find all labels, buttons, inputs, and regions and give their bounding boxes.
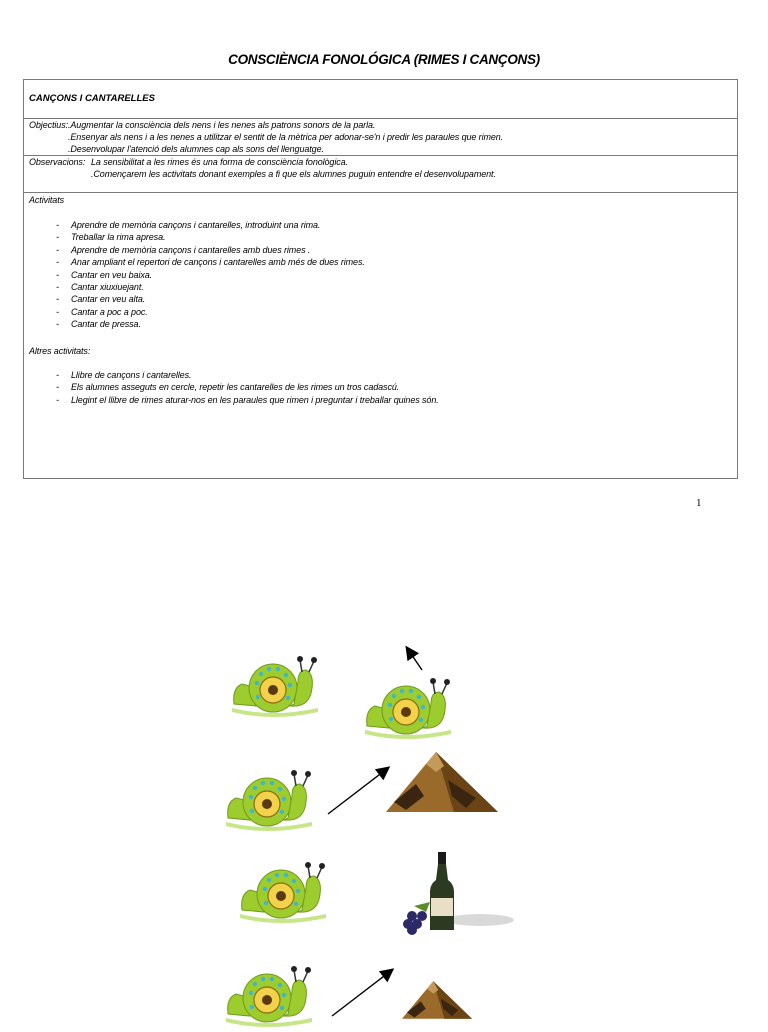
mountain-image <box>386 752 500 816</box>
bullet-dash: - <box>56 269 59 280</box>
snail-image <box>222 958 322 1032</box>
activities-section <box>24 192 737 479</box>
bullet-dash: - <box>56 306 59 317</box>
arrow-icon <box>402 644 426 672</box>
activities-heading: Activitats <box>29 195 65 205</box>
objectives-section <box>24 118 737 156</box>
small-snail-image <box>414 674 460 704</box>
list-item: Aprendre de memòria cançons i cantarelles, introduint una rima. <box>71 220 321 230</box>
arrow-icon <box>326 764 392 816</box>
list-item: Cantar de pressa. <box>71 319 141 330</box>
bullet-dash: - <box>56 394 59 405</box>
wine-bottle-image <box>400 850 518 934</box>
observations-label: Observacions: <box>29 157 86 167</box>
snail-image <box>222 762 322 836</box>
bullet-dash: - <box>56 382 59 393</box>
objectives-label: Objectius: <box>29 120 69 130</box>
section-heading: CANÇONS I CANTARELLES <box>29 93 155 104</box>
objective-line: .Desenvolupar l'atenció dels alumnes cap als sons del llenguatge. <box>68 144 324 154</box>
objective-line: .Ensenyar als nens i a les nenes a utilitzar el sentit de la mètrica per adonar-se'n i predir les paraules que rimen. <box>68 132 504 142</box>
mountain-image <box>402 980 472 1020</box>
list-item: Treballar la rima apresa. <box>71 232 166 243</box>
snail-image <box>236 854 336 928</box>
bullet-dash: - <box>56 319 59 330</box>
bullet-dash: - <box>56 370 59 380</box>
bullet-dash: - <box>56 294 59 305</box>
list-item: Llibre de cançons i cantarelles. <box>71 370 192 380</box>
other-activities-heading: Altres activitats: <box>29 346 91 356</box>
list-item: Anar ampliant el repertori de cançons i cantarelles amb més de dues rimes. <box>71 257 365 268</box>
page-title: CONSCIÈNCIA FONOLÓGICA (RIMES I CANÇONS) <box>228 52 540 67</box>
bullet-dash: - <box>56 232 59 243</box>
bullet-dash: - <box>56 282 59 292</box>
list-item: Els alumnes asseguts en cercle, repetir les cantarelles de les rimes un tros cadascú. <box>71 382 400 393</box>
list-item: Cantar xiuxiuejant. <box>71 282 144 292</box>
list-item: Cantar en veu baixa. <box>71 269 153 280</box>
list-item: Cantar en veu alta. <box>71 294 146 305</box>
arrow-icon <box>330 966 396 1018</box>
bullet-dash: - <box>56 220 59 230</box>
page-number: 1 <box>696 497 702 509</box>
bullet-dash: - <box>56 244 59 255</box>
objective-line: .Augmentar la consciència dels nens i les nenes als patrons sonors de la parla. <box>68 120 376 130</box>
activity-table <box>23 79 738 479</box>
list-item: Cantar a poc a poc. <box>71 306 148 317</box>
list-item: Llegint el llibre de rimes aturar-nos en les paraules que rimen i preguntar i treballar quines són. <box>71 394 439 405</box>
bullet-dash: - <box>56 257 59 268</box>
observation-line: .Començarem les activitats donant exemples a fi que els alumnes puguin entendre el desenvolupament. <box>91 169 496 179</box>
list-item: Aprendre de memòria cançons i cantarelles amb dues rimes . <box>71 244 311 255</box>
observations-section <box>24 155 737 193</box>
snail-image <box>228 648 328 722</box>
observation-line: La sensibilitat a les rimes és una forma de consciència fonològica. <box>91 157 348 167</box>
